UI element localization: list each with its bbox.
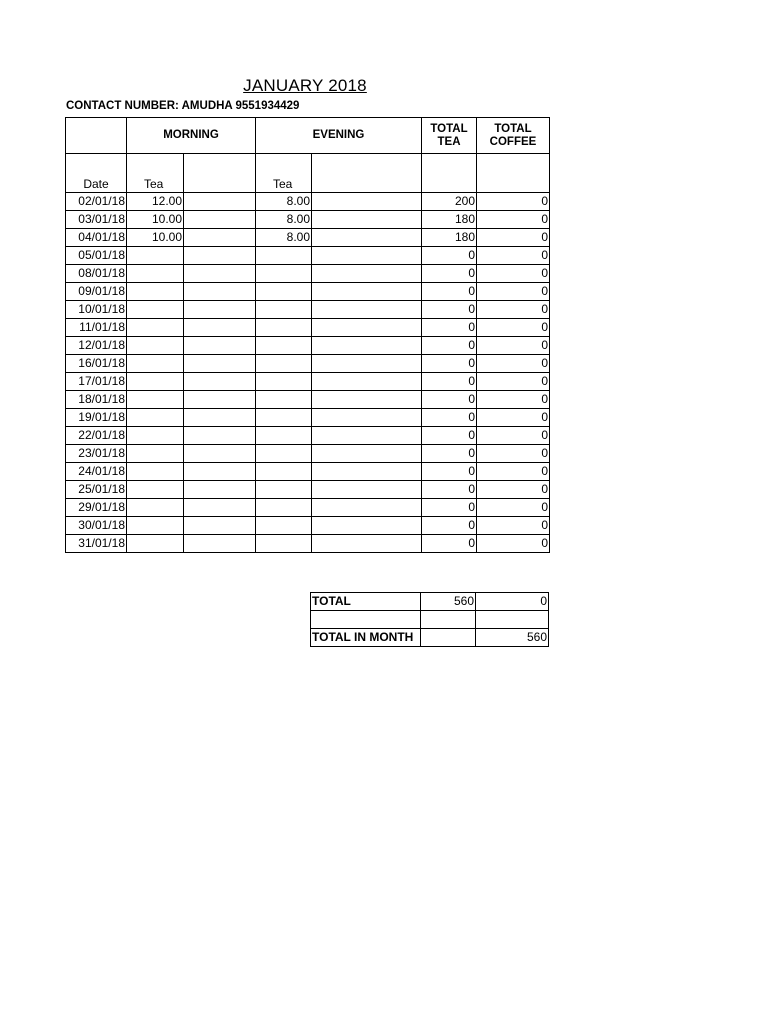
morning-blank-cell bbox=[184, 373, 256, 391]
total-coffee-header bbox=[477, 118, 550, 154]
total-coffee-header-line1: TOTAL bbox=[494, 122, 532, 135]
summary-table bbox=[310, 592, 549, 647]
evening-tea-cell bbox=[256, 481, 312, 499]
summary-blank-row bbox=[311, 611, 549, 629]
total-tea-cell: 0 bbox=[422, 283, 477, 301]
total-coffee-blank-header bbox=[477, 154, 550, 193]
morning-tea-cell bbox=[127, 445, 184, 463]
table-row bbox=[66, 283, 550, 301]
total-tea-cell: 0 bbox=[422, 499, 477, 517]
morning-tea-cell bbox=[127, 373, 184, 391]
morning-blank-cell bbox=[184, 517, 256, 535]
evening-blank-cell bbox=[312, 445, 422, 463]
morning-tea-cell bbox=[127, 517, 184, 535]
evening-blank-cell bbox=[312, 517, 422, 535]
morning-tea-cell bbox=[127, 391, 184, 409]
evening-tea-cell bbox=[256, 391, 312, 409]
evening-tea-cell bbox=[256, 337, 312, 355]
morning-tea-cell bbox=[127, 301, 184, 319]
header-row bbox=[66, 118, 550, 154]
evening-tea-cell bbox=[256, 499, 312, 517]
summary-blank-cell bbox=[421, 611, 476, 629]
total-coffee-cell: 0 bbox=[477, 499, 550, 517]
sheet-title: JANUARY 2018 bbox=[243, 76, 367, 95]
morning-blank-cell bbox=[184, 409, 256, 427]
total-tea-cell: 0 bbox=[422, 427, 477, 445]
summary-blank-cell bbox=[476, 611, 549, 629]
evening-tea-cell bbox=[256, 427, 312, 445]
total-tea-cell: 0 bbox=[422, 319, 477, 337]
evening-blank-cell bbox=[312, 319, 422, 337]
morning-tea-cell bbox=[127, 283, 184, 301]
date-cell: 10/01/18 bbox=[66, 301, 127, 319]
table-row bbox=[66, 391, 550, 409]
evening-blank-cell bbox=[312, 211, 422, 229]
date-cell: 08/01/18 bbox=[66, 265, 127, 283]
evening-tea-cell bbox=[256, 463, 312, 481]
morning-tea-cell bbox=[127, 499, 184, 517]
evening-blank-cell bbox=[312, 373, 422, 391]
evening-header: EVENING bbox=[256, 118, 422, 154]
total-coffee-cell: 0 bbox=[477, 391, 550, 409]
evening-blank-cell bbox=[312, 355, 422, 373]
date-cell: 05/01/18 bbox=[66, 247, 127, 265]
evening-blank-cell bbox=[312, 283, 422, 301]
date-cell: 16/01/18 bbox=[66, 355, 127, 373]
total-coffee-cell: 0 bbox=[477, 427, 550, 445]
table-row bbox=[66, 445, 550, 463]
total-tea-cell: 0 bbox=[422, 517, 477, 535]
header-blank-cell bbox=[66, 118, 127, 154]
date-cell: 23/01/18 bbox=[66, 445, 127, 463]
total-tea-header bbox=[422, 118, 477, 154]
morning-tea-cell: 10.00 bbox=[127, 211, 184, 229]
summary-total-row bbox=[311, 593, 549, 611]
total-coffee-cell: 0 bbox=[477, 517, 550, 535]
summary-blank-cell bbox=[311, 611, 421, 629]
morning-blank-header bbox=[184, 154, 256, 193]
total-tea-blank-header bbox=[422, 154, 477, 193]
summary-total-coffee: 0 bbox=[476, 593, 549, 611]
morning-blank-cell bbox=[184, 427, 256, 445]
evening-tea-cell bbox=[256, 517, 312, 535]
total-coffee-header-line2: COFFEE bbox=[489, 135, 537, 148]
evening-blank-cell bbox=[312, 463, 422, 481]
date-cell: 12/01/18 bbox=[66, 337, 127, 355]
table-row bbox=[66, 535, 550, 553]
total-coffee-cell: 0 bbox=[477, 337, 550, 355]
table-row bbox=[66, 229, 550, 247]
morning-tea-cell bbox=[127, 265, 184, 283]
date-cell: 04/01/18 bbox=[66, 229, 127, 247]
evening-blank-cell bbox=[312, 193, 422, 211]
evening-blank-cell bbox=[312, 301, 422, 319]
date-cell: 19/01/18 bbox=[66, 409, 127, 427]
total-coffee-cell: 0 bbox=[477, 247, 550, 265]
morning-tea-cell bbox=[127, 535, 184, 553]
morning-blank-cell bbox=[184, 283, 256, 301]
date-cell: 31/01/18 bbox=[66, 535, 127, 553]
morning-blank-cell bbox=[184, 193, 256, 211]
morning-blank-cell bbox=[184, 247, 256, 265]
morning-blank-cell bbox=[184, 445, 256, 463]
total-coffee-cell: 0 bbox=[477, 301, 550, 319]
table-row bbox=[66, 427, 550, 445]
table-row bbox=[66, 409, 550, 427]
evening-blank-cell bbox=[312, 535, 422, 553]
table-row bbox=[66, 337, 550, 355]
evening-tea-cell bbox=[256, 301, 312, 319]
total-coffee-cell: 0 bbox=[477, 535, 550, 553]
total-tea-cell: 0 bbox=[422, 445, 477, 463]
date-cell: 18/01/18 bbox=[66, 391, 127, 409]
morning-tea-cell bbox=[127, 247, 184, 265]
date-cell: 22/01/18 bbox=[66, 427, 127, 445]
total-tea-cell: 180 bbox=[422, 211, 477, 229]
date-cell: 29/01/18 bbox=[66, 499, 127, 517]
evening-blank-cell bbox=[312, 337, 422, 355]
evening-blank-cell bbox=[312, 427, 422, 445]
table-row bbox=[66, 373, 550, 391]
table-row bbox=[66, 463, 550, 481]
morning-tea-cell bbox=[127, 427, 184, 445]
table-row bbox=[66, 517, 550, 535]
total-tea-cell: 0 bbox=[422, 535, 477, 553]
morning-tea-cell: 10.00 bbox=[127, 229, 184, 247]
total-coffee-cell: 0 bbox=[477, 193, 550, 211]
evening-blank-cell bbox=[312, 481, 422, 499]
morning-tea-cell bbox=[127, 481, 184, 499]
total-coffee-cell: 0 bbox=[477, 481, 550, 499]
morning-tea-cell bbox=[127, 337, 184, 355]
summary-month-row bbox=[311, 629, 549, 647]
morning-header: MORNING bbox=[127, 118, 256, 154]
total-tea-header-line1: TOTAL bbox=[430, 122, 468, 135]
total-coffee-cell: 0 bbox=[477, 283, 550, 301]
total-tea-cell: 0 bbox=[422, 409, 477, 427]
morning-blank-cell bbox=[184, 391, 256, 409]
total-tea-cell: 0 bbox=[422, 265, 477, 283]
date-cell: 11/01/18 bbox=[66, 319, 127, 337]
morning-blank-cell bbox=[184, 229, 256, 247]
morning-tea-cell bbox=[127, 355, 184, 373]
total-tea-cell: 0 bbox=[422, 337, 477, 355]
total-coffee-cell: 0 bbox=[477, 319, 550, 337]
evening-tea-cell: 8.00 bbox=[256, 229, 312, 247]
summary-blank-cell bbox=[421, 629, 476, 647]
total-coffee-cell: 0 bbox=[477, 229, 550, 247]
table-row bbox=[66, 481, 550, 499]
evening-tea-cell bbox=[256, 409, 312, 427]
table-row bbox=[66, 265, 550, 283]
morning-blank-cell bbox=[184, 535, 256, 553]
total-tea-cell: 0 bbox=[422, 247, 477, 265]
date-cell: 17/01/18 bbox=[66, 373, 127, 391]
contact-number: CONTACT NUMBER: AMUDHA 9551934429 bbox=[66, 100, 300, 112]
evening-tea-cell: 8.00 bbox=[256, 211, 312, 229]
morning-blank-cell bbox=[184, 265, 256, 283]
evening-tea-cell bbox=[256, 319, 312, 337]
date-cell: 30/01/18 bbox=[66, 517, 127, 535]
evening-blank-cell bbox=[312, 499, 422, 517]
evening-blank-cell bbox=[312, 229, 422, 247]
date-cell: 25/01/18 bbox=[66, 481, 127, 499]
summary-total-label: TOTAL bbox=[311, 593, 421, 611]
total-tea-cell: 200 bbox=[422, 193, 477, 211]
total-tea-cell: 0 bbox=[422, 481, 477, 499]
tea-coffee-table bbox=[65, 117, 550, 553]
date-header: Date bbox=[66, 154, 127, 193]
total-coffee-cell: 0 bbox=[477, 211, 550, 229]
evening-blank-cell bbox=[312, 247, 422, 265]
total-tea-cell: 0 bbox=[422, 355, 477, 373]
total-coffee-cell: 0 bbox=[477, 373, 550, 391]
table-row bbox=[66, 355, 550, 373]
summary-month-total: 560 bbox=[476, 629, 549, 647]
table-row bbox=[66, 247, 550, 265]
morning-tea-cell: 12.00 bbox=[127, 193, 184, 211]
date-cell: 03/01/18 bbox=[66, 211, 127, 229]
table-row bbox=[66, 193, 550, 211]
morning-blank-cell bbox=[184, 355, 256, 373]
total-coffee-cell: 0 bbox=[477, 463, 550, 481]
morning-blank-cell bbox=[184, 301, 256, 319]
total-tea-cell: 180 bbox=[422, 229, 477, 247]
total-coffee-cell: 0 bbox=[477, 445, 550, 463]
evening-tea-cell bbox=[256, 355, 312, 373]
evening-tea-cell bbox=[256, 373, 312, 391]
date-cell: 24/01/18 bbox=[66, 463, 127, 481]
table-row bbox=[66, 499, 550, 517]
morning-blank-cell bbox=[184, 463, 256, 481]
morning-blank-cell bbox=[184, 211, 256, 229]
evening-tea-cell bbox=[256, 283, 312, 301]
total-tea-cell: 0 bbox=[422, 301, 477, 319]
morning-blank-cell bbox=[184, 337, 256, 355]
evening-tea-cell bbox=[256, 535, 312, 553]
date-cell: 09/01/18 bbox=[66, 283, 127, 301]
morning-tea-cell bbox=[127, 319, 184, 337]
morning-blank-cell bbox=[184, 499, 256, 517]
total-coffee-cell: 0 bbox=[477, 409, 550, 427]
morning-tea-cell bbox=[127, 463, 184, 481]
table-row bbox=[66, 301, 550, 319]
table-row bbox=[66, 211, 550, 229]
date-cell: 02/01/18 bbox=[66, 193, 127, 211]
total-tea-cell: 0 bbox=[422, 373, 477, 391]
evening-tea-cell bbox=[256, 445, 312, 463]
total-tea-cell: 0 bbox=[422, 463, 477, 481]
total-tea-header-line2: TEA bbox=[437, 135, 461, 148]
evening-tea-cell: 8.00 bbox=[256, 193, 312, 211]
morning-blank-cell bbox=[184, 481, 256, 499]
total-tea-cell: 0 bbox=[422, 391, 477, 409]
evening-blank-header bbox=[312, 154, 422, 193]
total-coffee-cell: 0 bbox=[477, 265, 550, 283]
evening-tea-cell bbox=[256, 247, 312, 265]
evening-blank-cell bbox=[312, 409, 422, 427]
evening-blank-cell bbox=[312, 391, 422, 409]
summary-month-label: TOTAL IN MONTH bbox=[311, 629, 421, 647]
subheader-row bbox=[66, 154, 550, 193]
evening-blank-cell bbox=[312, 265, 422, 283]
morning-blank-cell bbox=[184, 319, 256, 337]
evening-tea-header: Tea bbox=[256, 154, 312, 193]
total-coffee-cell: 0 bbox=[477, 355, 550, 373]
evening-tea-cell bbox=[256, 265, 312, 283]
morning-tea-cell bbox=[127, 409, 184, 427]
table-row bbox=[66, 319, 550, 337]
morning-tea-header: Tea bbox=[127, 154, 184, 193]
summary-total-tea: 560 bbox=[421, 593, 476, 611]
